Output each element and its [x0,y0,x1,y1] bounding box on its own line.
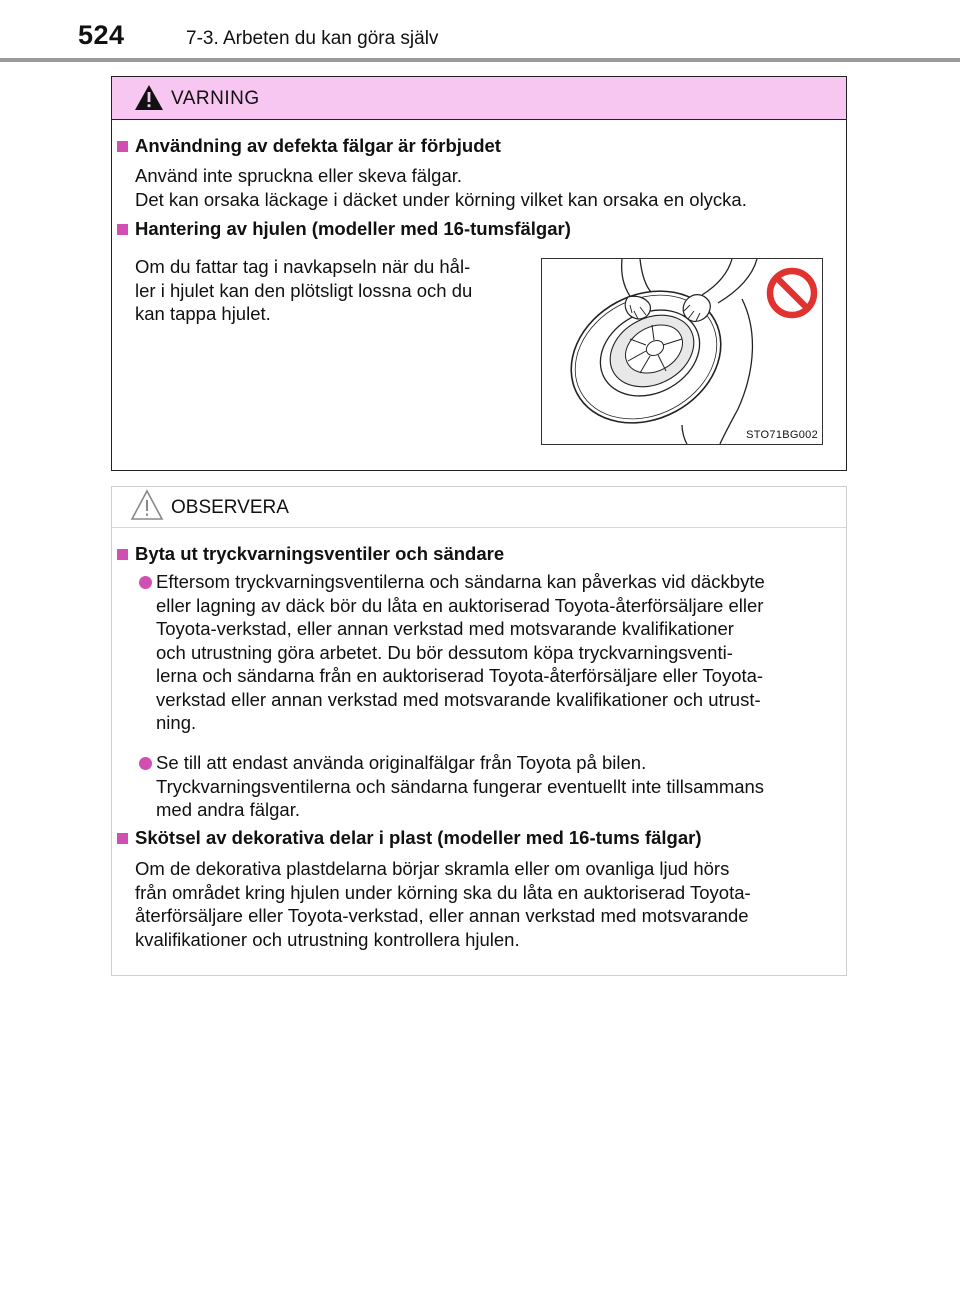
plastic-parts-text: Om de dekorativa plastdelarna börjar skramla eller om ovanliga ljud hörs från området kring hjulen under körning ska du låta en auktoriserad Toyota- återförsäljare eller Toyota-verkstad, eller annan verkstad med motsvarande kvalifikationer och utrustning kontrollera hjulen. [135,858,751,950]
section-text-wheel-handling: Om du fattar tag i navkapseln när du hål- ler i hjulet kan den plötsligt lossna och du kan tappa hjulet. [135,256,473,324]
section-heading-plastic-parts: Skötsel av dekorativa delar i plast (modeller med 16-tums fälgar) [135,827,702,848]
bullet-dot [139,757,152,770]
wheel-handling-illustration [541,258,823,445]
section-marker [117,833,128,844]
warning-triangle-icon [134,84,164,111]
page-number: 524 [78,20,125,50]
caution-triangle-icon [130,489,164,521]
notice-box [111,486,847,976]
notice-title: OBSERVERA [171,497,289,518]
section-heading-defective-rims: Användning av defekta fälgar är förbjudet [135,135,501,156]
section-text-defective-rims: Använd inte spruckna eller skeva fälgar. Det kan orsaka läckage i däcket under körning vilket kan orsaka en olycka. [135,165,747,210]
notice-header [112,487,846,528]
section-marker [117,549,128,560]
tpms-bullet-1: Eftersom tryckvarningsventilerna och sändarna kan påverkas vid däckbyte eller lagning av däck bör du låta en auktoriserad Toyota-återförsäljare eller Toyota-verkstad, eller annan verkstad med motsvarande kvalifikationer och utrustning göra arbetet. Du bör dessutom köpa tryckvarningsventi- lerna och sändarna från en auktoriserad Toyota-återförsäljare eller Toyota- verkstad eller annan verkstad med motsvarande kvalifikationer och utrust- ning. [156,571,765,733]
page-header [0,0,960,62]
illustration-code: STO71BG002 [746,429,818,441]
warning-header [112,77,846,120]
bullet-dot [139,576,152,589]
tpms-bullet-2: Se till att endast använda originalfälgar från Toyota på bilen. Tryckvarningsventilerna och sändarna fungerar eventuellt inte tillsammans med andra fälgar. [156,752,765,820]
header-divider [0,58,960,62]
chapter-title: 7-3. Arbeten du kan göra själv [186,28,439,49]
section-heading-wheel-handling: Hantering av hjulen (modeller med 16-tumsfälgar) [135,218,571,239]
section-heading-tpms: Byta ut tryckvarningsventiler och sändare [135,543,505,564]
section-marker [117,224,128,235]
section-marker [117,141,128,152]
prohibition-icon [766,267,818,319]
warning-title: VARNING [171,88,260,109]
